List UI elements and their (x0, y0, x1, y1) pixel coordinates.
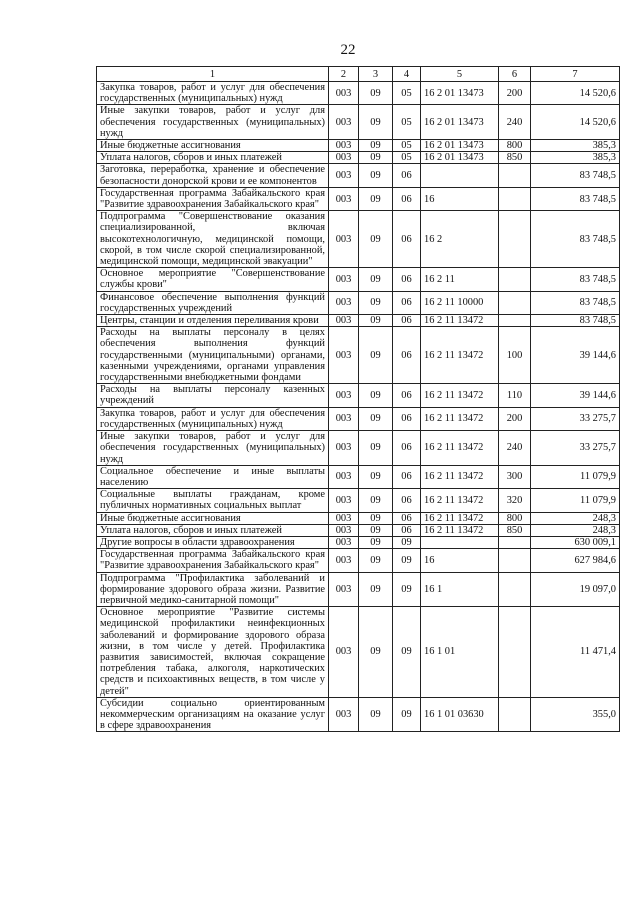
row-code-6 (499, 268, 531, 291)
row-code-5: 16 2 11 13472 (421, 431, 499, 466)
row-amount: 385,3 (531, 152, 620, 164)
row-amount: 14 520,6 (531, 105, 620, 140)
row-code-3: 09 (359, 152, 393, 164)
table-row (97, 315, 620, 327)
row-code-5: 16 2 11 13472 (421, 465, 499, 488)
table-row (97, 291, 620, 314)
table-row (97, 572, 620, 607)
row-description: Государственная программа Забайкальского края "Развитие здравоохранения Забайкальского края" (97, 549, 329, 572)
row-code-2: 003 (329, 152, 359, 164)
column-header: 7 (531, 67, 620, 82)
row-code-6 (499, 211, 531, 268)
row-description: Основное мероприятие "Совершенствование службы крови" (97, 268, 329, 291)
row-code-2: 003 (329, 164, 359, 187)
table-row (97, 327, 620, 384)
row-code-2: 003 (329, 82, 359, 105)
row-code-2: 003 (329, 407, 359, 430)
row-code-6: 300 (499, 465, 531, 488)
row-amount: 630 009,1 (531, 536, 620, 548)
row-description: Государственная программа Забайкальского края "Развитие здравоохранения Забайкальского края" (97, 187, 329, 210)
row-code-4: 06 (393, 327, 421, 384)
column-header: 6 (499, 67, 531, 82)
row-code-2: 003 (329, 327, 359, 384)
row-code-4: 06 (393, 291, 421, 314)
row-description: Центры, станции и отделения переливания крови (97, 315, 329, 327)
table-row (97, 211, 620, 268)
row-amount: 33 275,7 (531, 431, 620, 466)
row-description: Финансовое обеспечение выполнения функций государственных учреждений (97, 291, 329, 314)
row-code-4: 09 (393, 697, 421, 732)
row-code-2: 003 (329, 315, 359, 327)
row-code-6 (499, 572, 531, 607)
row-code-4: 06 (393, 164, 421, 187)
row-amount: 248,3 (531, 524, 620, 536)
row-code-5: 16 2 11 13472 (421, 384, 499, 407)
row-code-5: 16 2 (421, 211, 499, 268)
row-code-6 (499, 315, 531, 327)
row-code-3: 09 (359, 489, 393, 512)
row-code-2: 003 (329, 105, 359, 140)
row-code-6: 850 (499, 524, 531, 536)
column-header: 2 (329, 67, 359, 82)
row-amount: 83 748,5 (531, 268, 620, 291)
row-code-2: 003 (329, 268, 359, 291)
table-row (97, 152, 620, 164)
row-code-6: 240 (499, 431, 531, 466)
row-code-3: 09 (359, 572, 393, 607)
row-code-3: 09 (359, 211, 393, 268)
row-code-2: 003 (329, 384, 359, 407)
row-code-2: 003 (329, 211, 359, 268)
row-code-6: 800 (499, 512, 531, 524)
row-code-4: 05 (393, 140, 421, 152)
table-row (97, 536, 620, 548)
row-code-3: 09 (359, 140, 393, 152)
row-code-5: 16 2 01 13473 (421, 140, 499, 152)
row-amount: 83 748,5 (531, 315, 620, 327)
row-code-2: 003 (329, 291, 359, 314)
row-code-3: 09 (359, 697, 393, 732)
row-code-6: 800 (499, 140, 531, 152)
row-description: Иные закупки товаров, работ и услуг для обеспечения государственных (муниципальных) нужд (97, 431, 329, 466)
row-code-3: 09 (359, 327, 393, 384)
row-description: Другие вопросы в области здравоохранения (97, 536, 329, 548)
row-code-6 (499, 697, 531, 732)
row-code-4: 09 (393, 607, 421, 698)
table-row (97, 524, 620, 536)
row-code-2: 003 (329, 572, 359, 607)
row-code-6: 320 (499, 489, 531, 512)
table-row (97, 489, 620, 512)
row-amount: 83 748,5 (531, 164, 620, 187)
row-code-5: 16 1 01 03630 (421, 697, 499, 732)
row-description: Субсидии социально ориентированным некоммерческим организациям на оказание услуг в сфере здравоохранения (97, 697, 329, 732)
column-header: 3 (359, 67, 393, 82)
row-description: Иные бюджетные ассигнования (97, 140, 329, 152)
row-description: Подпрограмма "Совершенствование оказания специализированной, включая высокотехнологичную, медицинской помощи, скорой, в том числе скорой специализированной, медицинской помощи, медицинской эвакуации" (97, 211, 329, 268)
row-code-4: 06 (393, 384, 421, 407)
row-code-2: 003 (329, 524, 359, 536)
row-code-6: 240 (499, 105, 531, 140)
row-code-3: 09 (359, 105, 393, 140)
row-code-2: 003 (329, 465, 359, 488)
row-code-5: 16 2 11 13472 (421, 315, 499, 327)
row-code-2: 003 (329, 187, 359, 210)
row-code-3: 09 (359, 164, 393, 187)
row-code-3: 09 (359, 291, 393, 314)
row-code-6 (499, 549, 531, 572)
table-row (97, 549, 620, 572)
row-amount: 33 275,7 (531, 407, 620, 430)
row-code-4: 06 (393, 489, 421, 512)
row-code-6 (499, 164, 531, 187)
row-description: Подпрограмма "Профилактика заболеваний и формирование здорового образа жизни. Развитие первичной медико-санитарной помощи" (97, 572, 329, 607)
row-code-5: 16 2 11 13472 (421, 327, 499, 384)
row-amount: 355,0 (531, 697, 620, 732)
row-description: Уплата налогов, сборов и иных платежей (97, 152, 329, 164)
row-code-3: 09 (359, 524, 393, 536)
row-code-3: 09 (359, 384, 393, 407)
row-code-4: 09 (393, 549, 421, 572)
table-row (97, 431, 620, 466)
row-code-5: 16 2 11 (421, 268, 499, 291)
row-amount: 83 748,5 (531, 187, 620, 210)
row-amount: 14 520,6 (531, 82, 620, 105)
row-code-3: 09 (359, 407, 393, 430)
row-amount: 385,3 (531, 140, 620, 152)
row-code-3: 09 (359, 549, 393, 572)
row-code-4: 06 (393, 315, 421, 327)
table-row (97, 268, 620, 291)
row-amount: 11 079,9 (531, 465, 620, 488)
row-code-5: 16 1 01 (421, 607, 499, 698)
table-row (97, 407, 620, 430)
row-code-2: 003 (329, 549, 359, 572)
row-code-5: 16 2 11 13472 (421, 524, 499, 536)
table-row (97, 82, 620, 105)
table-row (97, 384, 620, 407)
row-code-4: 06 (393, 512, 421, 524)
table-row (97, 465, 620, 488)
row-description: Иные закупки товаров, работ и услуг для обеспечения государственных (муниципальных) нужд (97, 105, 329, 140)
row-code-4: 05 (393, 152, 421, 164)
table-row (97, 140, 620, 152)
row-code-2: 003 (329, 536, 359, 548)
column-header: 4 (393, 67, 421, 82)
row-description: Закупка товаров, работ и услуг для обеспечения государственных (муниципальных) нужд (97, 407, 329, 430)
row-code-5: 16 2 11 13472 (421, 489, 499, 512)
row-code-6: 100 (499, 327, 531, 384)
row-code-6 (499, 291, 531, 314)
row-code-6 (499, 536, 531, 548)
row-code-3: 09 (359, 536, 393, 548)
row-description: Социальные выплаты гражданам, кроме публичных нормативных социальных выплат (97, 489, 329, 512)
row-code-4: 09 (393, 572, 421, 607)
row-code-3: 09 (359, 187, 393, 210)
row-code-5: 16 2 11 13472 (421, 407, 499, 430)
row-amount: 11 471,4 (531, 607, 620, 698)
row-code-2: 003 (329, 431, 359, 466)
table-row (97, 607, 620, 698)
row-description: Уплата налогов, сборов и иных платежей (97, 524, 329, 536)
budget-table (96, 66, 620, 732)
row-code-3: 09 (359, 465, 393, 488)
row-amount: 83 748,5 (531, 291, 620, 314)
row-description: Иные бюджетные ассигнования (97, 512, 329, 524)
row-code-5: 16 (421, 187, 499, 210)
row-amount: 39 144,6 (531, 384, 620, 407)
row-code-5: 16 2 01 13473 (421, 152, 499, 164)
table-row (97, 187, 620, 210)
row-code-4: 06 (393, 187, 421, 210)
row-code-6 (499, 607, 531, 698)
table-row (97, 697, 620, 732)
row-code-4: 06 (393, 407, 421, 430)
row-code-4: 06 (393, 524, 421, 536)
row-code-6: 200 (499, 407, 531, 430)
table-row (97, 105, 620, 140)
row-code-6: 850 (499, 152, 531, 164)
row-code-3: 09 (359, 607, 393, 698)
row-description: Социальное обеспечение и иные выплаты населению (97, 465, 329, 488)
row-code-2: 003 (329, 512, 359, 524)
row-code-5: 16 2 11 13472 (421, 512, 499, 524)
row-description: Расходы на выплаты персоналу казенных учреждений (97, 384, 329, 407)
row-code-6 (499, 187, 531, 210)
page-number: 22 (340, 42, 356, 58)
row-code-5 (421, 536, 499, 548)
row-code-4: 06 (393, 211, 421, 268)
column-header: 1 (97, 67, 329, 82)
row-code-6: 200 (499, 82, 531, 105)
row-amount: 19 097,0 (531, 572, 620, 607)
row-code-2: 003 (329, 607, 359, 698)
row-code-2: 003 (329, 697, 359, 732)
row-description: Закупка товаров, работ и услуг для обеспечения государственных (муниципальных) нужд (97, 82, 329, 105)
row-amount: 248,3 (531, 512, 620, 524)
row-code-4: 05 (393, 82, 421, 105)
row-code-5: 16 (421, 549, 499, 572)
row-code-4: 06 (393, 431, 421, 466)
row-code-4: 06 (393, 268, 421, 291)
table-body (97, 82, 620, 732)
row-amount: 83 748,5 (531, 211, 620, 268)
row-code-5: 16 2 01 13473 (421, 82, 499, 105)
column-header: 5 (421, 67, 499, 82)
table-row (97, 164, 620, 187)
row-code-5: 16 2 01 13473 (421, 105, 499, 140)
row-code-5: 16 1 (421, 572, 499, 607)
table-header-row (97, 67, 620, 82)
row-code-4: 05 (393, 105, 421, 140)
row-code-2: 003 (329, 140, 359, 152)
row-code-3: 09 (359, 431, 393, 466)
row-code-4: 09 (393, 536, 421, 548)
table-row (97, 512, 620, 524)
row-description: Основное мероприятие "Развитие системы медицинской профилактики неинфекционных заболеваний и формирование здорового образа жизни, в том числе у детей. Профилактика развития зависимостей, включая сокращение потребления табака, алкоголя, наркотических средств и психоактивных веществ, в том числе у детей" (97, 607, 329, 698)
row-code-3: 09 (359, 315, 393, 327)
row-code-2: 003 (329, 489, 359, 512)
row-amount: 39 144,6 (531, 327, 620, 384)
row-description: Заготовка, переработка, хранение и обеспечение безопасности донорской крови и ее компонентов (97, 164, 329, 187)
row-code-3: 09 (359, 268, 393, 291)
row-code-6: 110 (499, 384, 531, 407)
row-code-5: 16 2 11 10000 (421, 291, 499, 314)
row-code-4: 06 (393, 465, 421, 488)
row-amount: 627 984,6 (531, 549, 620, 572)
row-description: Расходы на выплаты персоналу в целях обеспечения выполнения функций государственными (муниципальными) органами, казенными учреждениями, органами управления государственными внебюджетными фондами (97, 327, 329, 384)
row-amount: 11 079,9 (531, 489, 620, 512)
row-code-3: 09 (359, 82, 393, 105)
row-code-3: 09 (359, 512, 393, 524)
row-code-5 (421, 164, 499, 187)
